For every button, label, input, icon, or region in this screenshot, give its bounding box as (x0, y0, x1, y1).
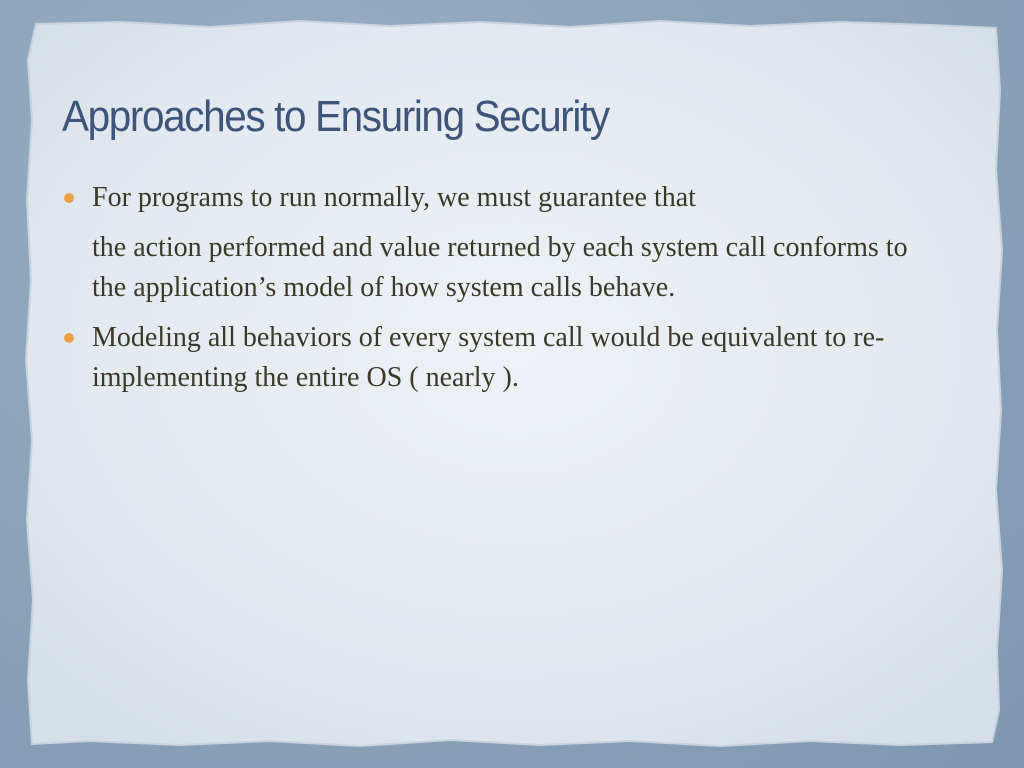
slide-body (62, 178, 942, 408)
bullet-dot-icon (64, 193, 74, 203)
bullet-dot-icon (64, 333, 74, 343)
bullet-text-1: For programs to run normally, we must guarantee that (92, 182, 696, 213)
bullet-text-2: Modeling all behaviors of every system call would be equivalent to re-implementing the entire OS ( nearly ). (92, 322, 885, 393)
bullet-item-2 (62, 318, 942, 398)
slide-title: Approaches to Ensuring Security (62, 92, 609, 141)
bullet-item-1 (62, 178, 942, 218)
bullet-continuation-1: the action performed and value returned by each system call conforms to the application’s model of how system calls behave. (92, 232, 908, 303)
